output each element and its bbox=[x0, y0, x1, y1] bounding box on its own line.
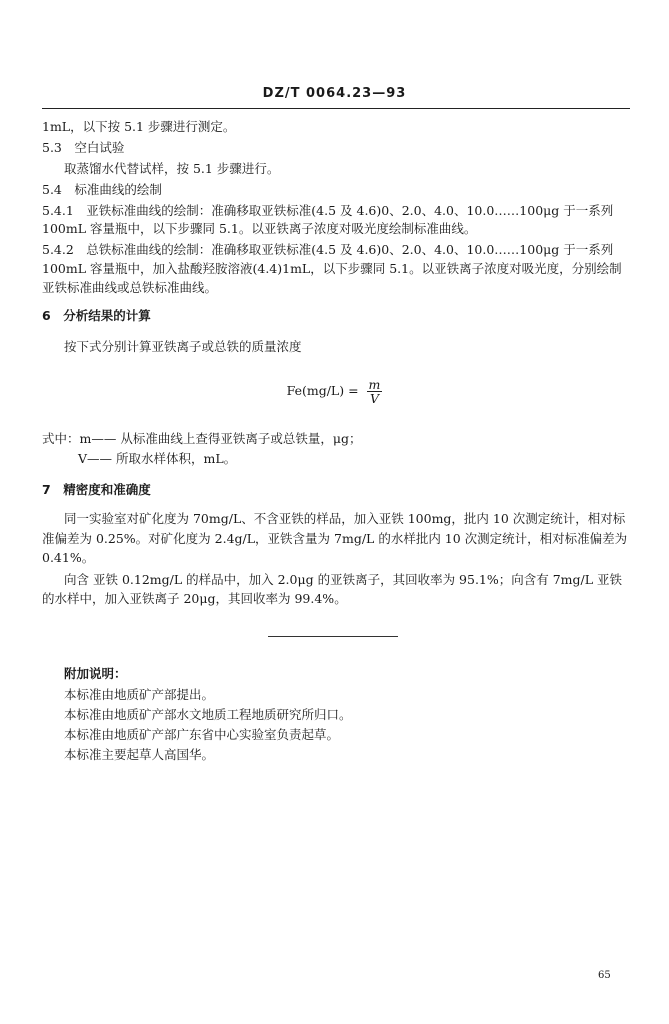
appendix-title: 附加说明： bbox=[64, 666, 127, 681]
where-v-definition: V—— 所取水样体积，mL。 bbox=[78, 451, 237, 466]
appendix-line: 本标准由地质矿产部提出。 bbox=[64, 687, 215, 702]
section-5-4-2-line1: 5.4.2 总铁标准曲线的绘制：准确移取亚铁标准(4.5 及 4.6)0、2.0、4.0、10.0……100μg 于一系列 bbox=[42, 242, 614, 257]
section-7-para1-line3: 0.41%。 bbox=[42, 550, 95, 565]
formula-numerator: m bbox=[368, 377, 381, 392]
section-7-para2-line1: 向含 亚铁 0.12mg/L 的样品中，加入 2.0μg 的亚铁离子，其回收率为 95.1%；向含有 7mg/L 亚铁 bbox=[64, 572, 623, 587]
section-5-3-body: 取蒸馏水代替试样，按 5.1 步骤进行。 bbox=[64, 161, 280, 176]
section-7-title: 7 精密度和准确度 bbox=[42, 482, 151, 497]
section-7-para1-line2: 准偏差为 0.25%。对矿化度为 2.4g/L，亚铁含量为 7mg/L 的水样批内 10 次测定统计，相对标准偏差为 bbox=[42, 531, 628, 546]
section-5-4-1-line2: 100mL 容量瓶中，以下步骤同 5.1。以亚铁离子浓度对吸光度绘制标准曲线。 bbox=[42, 221, 477, 236]
appendix-line: 本标准由地质矿产部水文地质工程地质研究所归口。 bbox=[64, 707, 352, 722]
section-6-title: 6 分析结果的计算 bbox=[42, 308, 151, 323]
section-7-para1-line1: 同一实验室对矿化度为 70mg/L、不含亚铁的样品，加入亚铁 100mg，批内 10 次测定统计，相对标 bbox=[64, 511, 626, 526]
section-5-4-2-line3: 亚铁标准曲线或总铁标准曲线。 bbox=[42, 280, 218, 295]
iron-formula bbox=[0, 378, 669, 405]
section-7-para2-line2: 的水样中，加入亚铁离子 20μg，其回收率为 99.4%。 bbox=[42, 591, 347, 606]
header-rule bbox=[42, 108, 630, 109]
standard-code-header: DZ/T 0064.23—93 bbox=[262, 86, 407, 101]
where-m-definition: 式中：m—— 从标准曲线上查得亚铁离子或总铁量，μg； bbox=[42, 431, 362, 446]
section-5-3-title: 5.3 空白试验 bbox=[42, 140, 125, 155]
appendix-line: 本标准由地质矿产部广东省中心实验室负责起草。 bbox=[64, 727, 340, 742]
section-6-body: 按下式分别计算亚铁离子或总铁的质量浓度 bbox=[64, 339, 302, 354]
page-number: 65 bbox=[598, 970, 611, 981]
section-5-4-2-line2: 100mL 容量瓶中，加入盐酸羟胺溶液(4.4)1mL，以下步骤同 5.1。以亚铁离子浓度对吸光度，分别绘制 bbox=[42, 261, 622, 276]
separator-rule bbox=[268, 636, 398, 637]
appendix-line: 本标准主要起草人高国华。 bbox=[64, 747, 215, 762]
section-5-4-1-line1: 5.4.1 亚铁标准曲线的绘制：准确移取亚铁标准(4.5 及 4.6)0、2.0、4.0、10.0……100μg 于一系列 bbox=[42, 203, 614, 218]
formula-lhs: Fe(mg/L) = bbox=[286, 383, 359, 398]
formula-denominator: V bbox=[369, 391, 379, 406]
continued-line: 1mL，以下按 5.1 步骤进行测定。 bbox=[42, 119, 236, 134]
section-5-4-title: 5.4 标准曲线的绘制 bbox=[42, 182, 162, 197]
formula-fraction bbox=[367, 378, 383, 405]
